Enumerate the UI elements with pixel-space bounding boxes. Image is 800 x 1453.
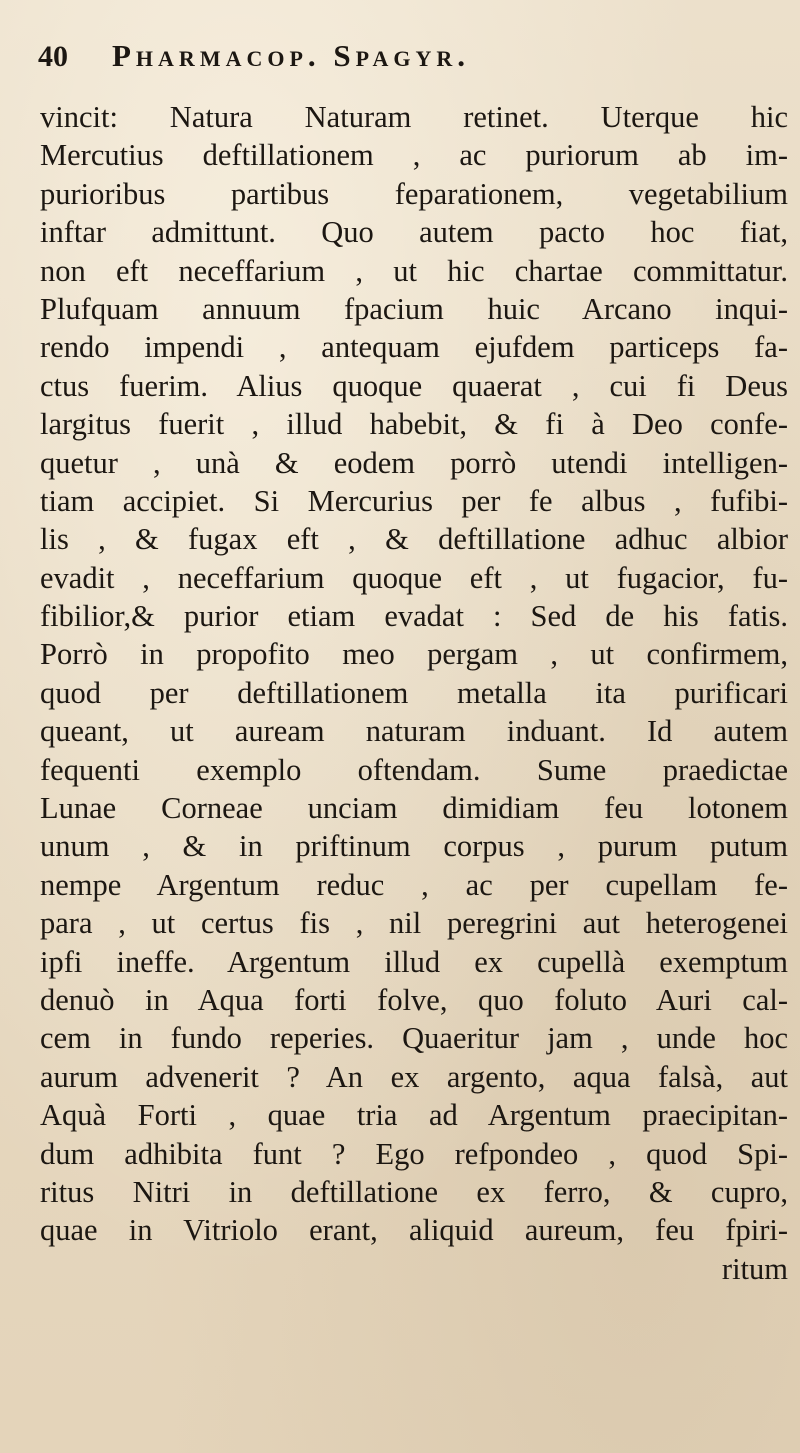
text-line: quae in Vitriolo erant, aliquid aureum, feu fpiri- (40, 1213, 788, 1248)
text-line: fibilior,& purior etiam evadat : Sed de his fatis. (40, 599, 788, 634)
text-line: fequenti exemplo oftendam. Sume praedictae (40, 752, 788, 787)
text-line: tiam accipiet. Si Mercurius per fe albus , fufibi- (40, 483, 788, 518)
catchword: ritum (721, 1251, 788, 1286)
text-line: Lunae Corneae unciam dimidiam feu lotonem (40, 791, 788, 826)
text-line: cem in fundo reperies. Quaeritur jam , unde hoc (40, 1021, 788, 1056)
text-line: non eft neceffarium , ut hic chartae committatur. (40, 253, 788, 288)
text-line: dum adhibita funt ? Ego refpondeo , quod Spi- (40, 1136, 788, 1171)
text-line: Aquà Forti , quae tria ad Argentum praecipitan- (40, 1098, 788, 1133)
text-line: aurum advenerit ? An ex argento, aqua falsà, aut (40, 1059, 788, 1094)
text-line: lis , & fugax eft , & deftillatione adhuc albior (40, 522, 788, 557)
text-line: evadit , neceffarium quoque eft , ut fugacior, fu- (40, 560, 788, 595)
text-line: largitus fuerit , illud habebit, & fi à Deo confe- (40, 407, 788, 442)
page-number: 40 (38, 40, 68, 73)
text-line: queant, ut auream naturam induant. Id autem (40, 714, 788, 749)
text-line: ipfi ineffe. Argentum illud ex cupellà exemptum (40, 944, 788, 979)
text-line: quod per deftillationem metalla ita purificari (40, 675, 788, 710)
text-line: ctus fuerim. Alius quoque quaerat , cui fi Deus (40, 368, 788, 403)
page-header (38, 38, 778, 86)
body-text (40, 98, 788, 1288)
text-line: unum , & in priftinum corpus , purum putum (40, 829, 788, 864)
text-line: ritus Nitri in deftillatione ex ferro, & cupro, (40, 1174, 788, 1209)
text-line: Porrò in propofito meo pergam , ut confirmem, (40, 637, 788, 672)
text-line: Mercutius deftillationem , ac puriorum ab im- (40, 138, 788, 173)
text-line: rendo impendi , antequam ejufdem particeps fa- (40, 330, 788, 365)
text-line: quetur , unà & eodem porrò utendi intelligen- (40, 445, 788, 480)
running-title: Pharmacop. Spagyr. (112, 38, 470, 73)
text-line: denuò in Aqua forti folve, quo foluto Auri cal- (40, 982, 788, 1017)
text-line: inftar admittunt. Quo autem pacto hoc fiat, (40, 215, 788, 250)
text-line: purioribus partibus feparationem, vegetabilium (40, 176, 788, 211)
text-line: Plufquam annuum fpacium huic Arcano inqui- (40, 291, 788, 326)
text-line: para , ut certus fis , nil peregrini aut heterogenei (40, 906, 788, 941)
text-line: vincit: Natura Naturam retinet. Uterque hic (40, 100, 788, 134)
text-line: nempe Argentum reduc , ac per cupellam fe- (40, 867, 788, 902)
